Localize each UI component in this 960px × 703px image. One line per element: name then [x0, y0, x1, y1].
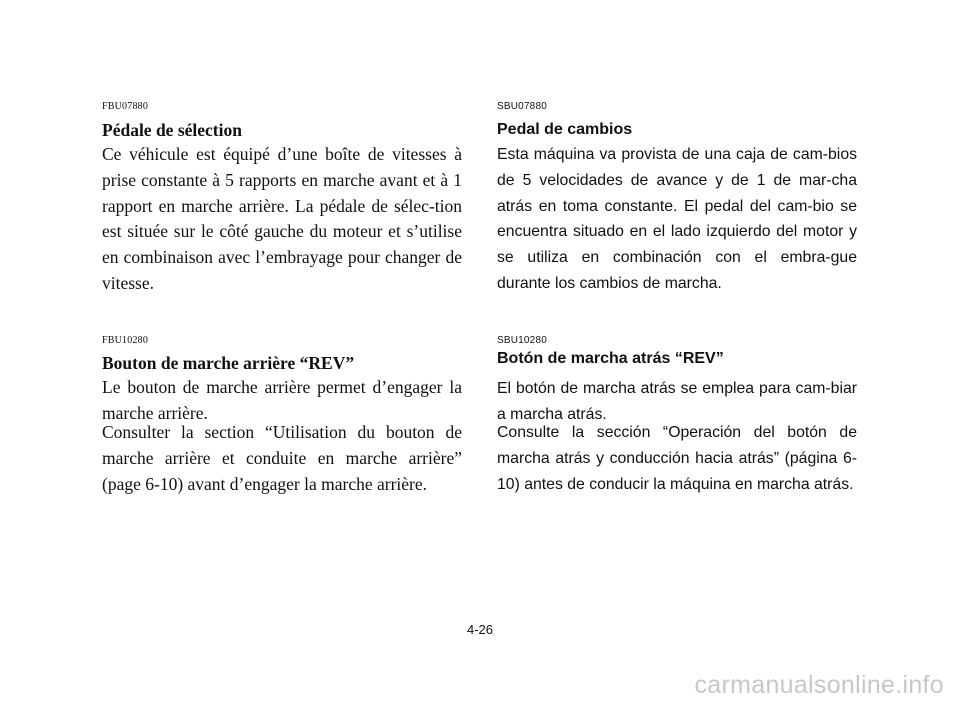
section-body-fr-2a: Le bouton de marche arrière permet d’engager la marche arrière.	[102, 377, 462, 423]
section-code-es-2: SBU10280	[497, 335, 547, 346]
section-body-es-1: Esta máquina va provista de una caja de cam-bios de 5 velocidades de avance y de 1 de mar-cha atrás en toma constante. El pedal del cam-bio se encuentra situado en el lado izquierdo del motor y se utiliza en combinación con el embra-gue durante los cambios de marcha.	[497, 146, 857, 292]
section-code-fr-2: FBU10280	[102, 335, 149, 346]
section-body-fr-1: Ce véhicule est équipé d’une boîte de vitesses à prise constante à 5 rapports en marche avant et à 1 rapport en marche arrière. La pédale de sélec-tion est située sur le côté gauche du moteur et s’utilise en combinaison avec l’embrayage pour changer de vitesse.	[102, 144, 462, 293]
watermark-text: carmanualsonline.info	[694, 671, 944, 699]
section-code-fr-1: FBU07880	[102, 101, 149, 112]
section-title-es-2: Botón de marcha atrás “REV”	[497, 350, 724, 367]
section-body-es-2a: El botón de marcha atrás se emplea para cam-biar a marcha atrás.	[497, 380, 857, 423]
section-body-fr-2b: Consulter la section “Utilisation du bouton de marche arrière et conduite en marche arrière” (page 6-10) avant d’engager la marche arrière.	[102, 422, 462, 494]
section-body-es-2b: Consulte la sección “Operación del botón de marcha atrás y conducción hacia atrás” (página 6-10) antes de conducir la máquina en marcha atrás.	[497, 424, 857, 493]
page-number: 4-26	[466, 622, 494, 637]
section-title-fr-2: Bouton de marche arrière “REV”	[102, 353, 355, 373]
section-title-fr-1: Pédale de sélection	[102, 120, 242, 140]
section-title-es-1: Pedal de cambios	[497, 121, 633, 138]
section-code-es-1: SBU07880	[497, 101, 547, 112]
